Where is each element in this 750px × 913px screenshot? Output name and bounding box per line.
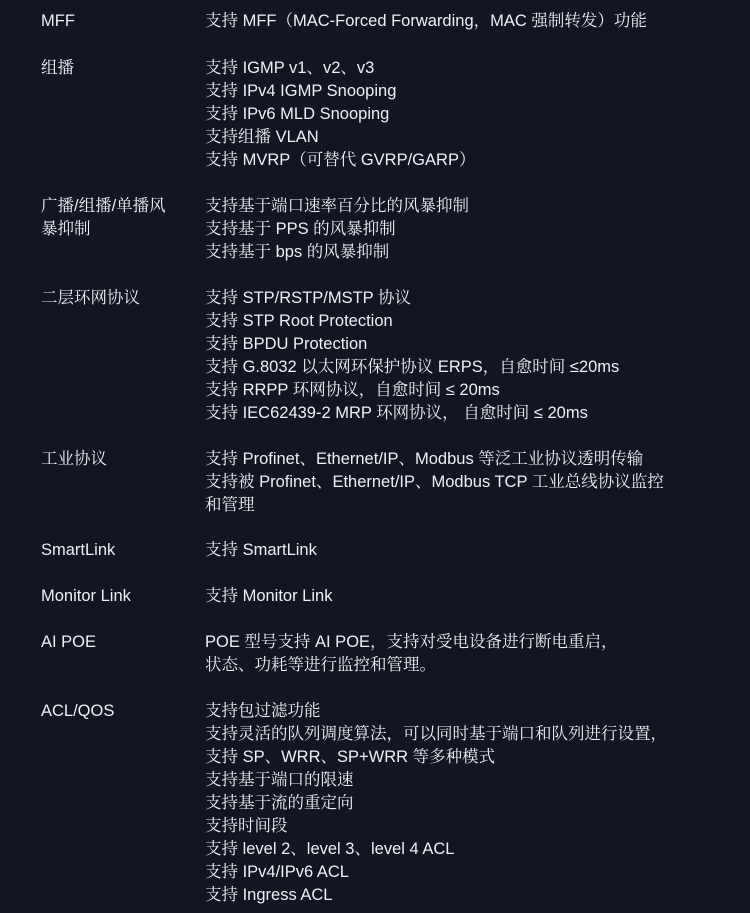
spec-line: 支持灵活的队列调度算法，可以同时基于端口和队列进行设置，: [205, 725, 667, 743]
spec-label: ACL/QOS: [41, 702, 115, 720]
spec-line: 支持 IPv6 MLD Snooping: [205, 105, 390, 123]
spec-values: [205, 539, 735, 562]
spec-line: 支持 IEC62439-2 MRP 环网协议， 自愈时间 ≤ 20ms: [205, 404, 588, 422]
spec-line: 支持 Monitor Link: [205, 587, 333, 605]
spec-line: 支持 MFF（MAC-Forced Forwarding，MAC 强制转发）功能: [205, 12, 647, 30]
spec-label: 组播: [41, 59, 74, 77]
spec-line: 支持组播 VLAN: [205, 128, 319, 146]
spec-line: 支持 SP、WRR、SP+WRR 等多种模式: [205, 748, 496, 766]
spec-line: 支持 BPDU Protection: [205, 335, 368, 353]
spec-line: 和管理: [205, 496, 255, 514]
spec-line: 支持 SmartLink: [205, 541, 317, 559]
spec-label: AI POE: [41, 633, 97, 651]
spec-line: 支持基于端口的限速: [205, 771, 354, 789]
spec-line: 支持 STP/RSTP/MSTP 协议: [205, 289, 411, 307]
spec-line: POE 型号支持 AI POE，支持对受电设备进行断电重启，: [205, 633, 618, 651]
spec-values: [205, 10, 735, 33]
spec-label: Monitor Link: [41, 587, 131, 605]
spec-line: 支持基于端口速率百分比的风暴抑制: [205, 197, 469, 215]
spec-line: 支持时间段: [205, 817, 288, 835]
spec-line: 支持 IGMP v1、v2、v3: [205, 59, 375, 77]
spec-line: 支持基于 PPS 的风暴抑制: [205, 220, 396, 238]
spec-values: [205, 585, 735, 608]
spec-line: 支持 MVRP（可替代 GVRP/GARP）: [205, 151, 476, 169]
spec-line: 支持 G.8032 以太网环保护协议 ERPS，自愈时间 ≤20ms: [205, 358, 620, 376]
spec-line: 支持 RRPP 环网协议，自愈时间 ≤ 20ms: [205, 381, 500, 399]
spec-line: 支持基于 bps 的风暴抑制: [205, 243, 390, 261]
spec-label: 广播/组播/单播风 暴抑制: [41, 197, 166, 238]
spec-line: 支持 IPv4 IGMP Snooping: [205, 82, 397, 100]
spec-line: 支持基于流的重定向: [205, 794, 354, 812]
spec-values: [205, 57, 735, 172]
spec-line: 支持包过滤功能: [205, 702, 321, 720]
spec-label: 工业协议: [41, 450, 107, 468]
spec-line: 支持被 Profinet、Ethernet/IP、Modbus TCP 工业总线协议监控: [205, 473, 664, 491]
spec-line: 支持 STP Root Protection: [205, 312, 393, 330]
spec-line: 状态、功耗等进行监控和管理。: [205, 656, 436, 674]
spec-line: 支持 level 2、level 3、level 4 ACL: [205, 840, 455, 858]
spec-line: 支持 Ingress ACL: [205, 886, 333, 904]
spec-values: [205, 631, 735, 677]
spec-label: 二层环网协议: [41, 289, 140, 307]
spec-line: 支持 Profinet、Ethernet/IP、Modbus 等泛工业协议透明传输: [205, 450, 644, 468]
spec-values: [205, 448, 735, 517]
spec-values: [205, 287, 735, 425]
spec-values: [205, 195, 735, 264]
spec-line: 支持 IPv4/IPv6 ACL: [205, 863, 349, 881]
spec-label: MFF: [41, 12, 75, 30]
spec-values: [205, 700, 735, 907]
spec-label: SmartLink: [41, 541, 116, 559]
